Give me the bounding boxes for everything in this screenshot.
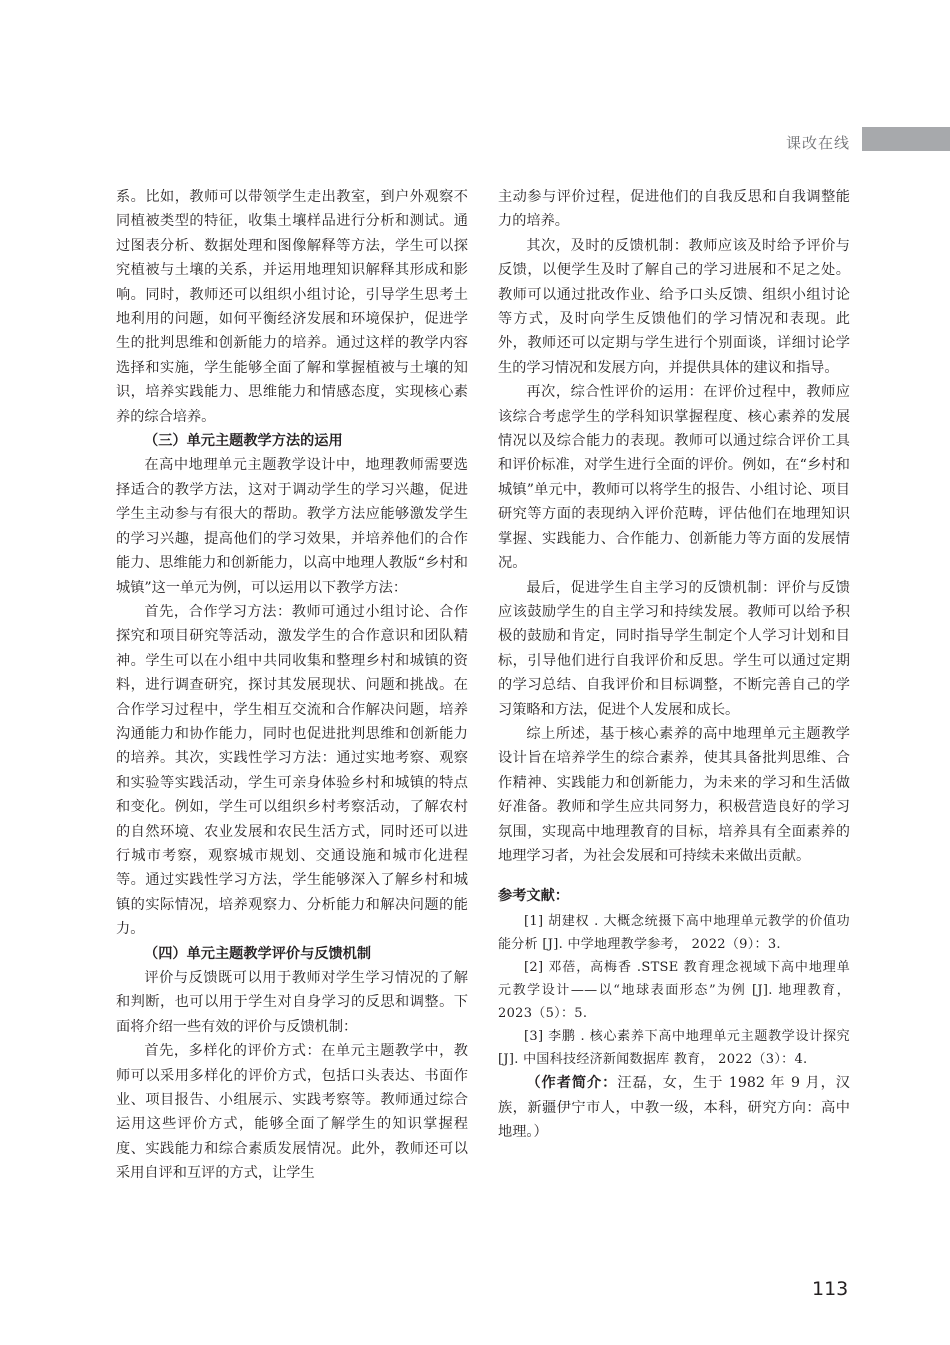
section-label: 课改在线 (786, 134, 851, 152)
reference-item: [2] 邓蓓，高梅香 .STSE 教育理念视域下高中地理单元教学设计——以“地球表面形态”为例 [J]. 地理教育， 2023（5）：5. (498, 960, 850, 1022)
author-bio-text: 汪磊，女，生于 1982 年 9 月，汉族，新疆伊宁市人，中教一级，本科，研究方向：高中地理。） (498, 1075, 850, 1141)
page-number: 113 (812, 1278, 849, 1300)
paragraph: 系。比如，教师可以带领学生走出教室，到户外观察不同植被类型的特征，收集土壤样品进行分析和测试。通过图表分析、数据处理和图像解释等方法，学生可以探究植被与土壤的关系，并运用地理知识解释其形成和影响。同时，教师还可以组织小组讨论，引导学生思考土地利用的问题，如何平衡经济发展和环境保护，促进学生的批判思维和创新能力的培养。通过这样的教学内容选择和实施，学生能够全面了解和掌握植被与土壤的知识，培养实践能力、思维能力和情感态度，实现核心素养的综合培养。 (116, 189, 468, 425)
header-bar (862, 127, 950, 151)
paragraph: 首先，多样化的评价方式：在单元主题教学中，教师可以采用多样化的评价方式，包括口头表达、书面作业、项目报告、小组展示、实践考察等。教师通过综合运用这些评价方式，能够全面了解学生的知识掌握程度、实践能力和综合素质发展情况。此外，教师还可以采用自评和互评的方式，让学生 (116, 1043, 468, 1182)
reference-item: [1] 胡建权 . 大概念统摄下高中地理单元教学的价值功能分析 [J]. 中学地理教学参考， 2022（9）：3. (498, 914, 850, 953)
paragraph: 主动参与评价过程，促进他们的自我反思和自我调整能力的培养。 (498, 189, 850, 230)
author-bio-label: （作者简介： (526, 1075, 618, 1092)
paragraph: 其次，及时的反馈机制：教师应该及时给予评价与反馈，以便学生及时了解自己的学习进展和不足之处。教师可以通过批改作业、给予口头反馈、组织小组讨论等方式，及时向学生反馈他们的学习情况和表现。此外，教师还可以定期与学生进行个别面谈，详细讨论学生的学习情况和发展方向，并提供具体的建议和指导。 (498, 237, 850, 376)
section-heading-3: （三）单元主题教学方法的运用 (144, 433, 343, 450)
paragraph: 综上所述，基于核心素养的高中地理单元主题教学设计旨在培养学生的综合素养，使其具备批判思维、合作精神、实践能力和创新能力，为未来的学习和生活做好准备。教师和学生应共同努力，积极营造良好的学习氛围，实现高中地理教育的目标，培养具有全面素养的地理学习者，为社会发展和可持续未来做出贡献。 (498, 725, 850, 864)
references-title: 参考文献： (498, 888, 569, 905)
paragraph: 首先，合作学习方法：教师可通过小组讨论、合作探究和项目研究等活动，激发学生的合作意识和团队精神。学生可以在小组中共同收集和整理乡村和城镇的资料，进行调查研究，探讨其发展现状、问题和挑战。在合作学习过程中，学生相互交流和合作解决问题，培养沟通能力和协作能力，同时也促进批判思维和创新能力的培养。其次，实践性学习方法：通过实地考察、观察和实验等实践活动，学生可亲身体验乡村和城镇的特点和变化。例如，学生可以组织乡村考察活动，了解农村的自然环境、农业发展和农民生活方式，同时还可以进行城市考察，观察城市规划、交通设施和城市化进程等。通过实践性学习方法，学生能够深入了解乡村和城镇的实际情况，培养观察力、分析能力和解决问题的能力。 (116, 603, 468, 938)
paragraph: 再次，综合性评价的运用：在评价过程中，教师应该综合考虑学生的学科知识掌握程度、核心素养的发展情况以及综合能力的表现。教师可以通过综合评价工具和评价标准，对学生进行全面的评价。例如，在“乡村和城镇”单元中，教师可以将学生的报告、小组讨论、项目研究等方面的表现纳入评价范畴，评估他们在地理知识掌握、实践能力、合作能力、创新能力等方面的发展情况。 (498, 384, 850, 572)
reference-item: [3] 李鹏 . 核心素养下高中地理单元主题教学设计探究 [J]. 中国科技经济新闻数据库 教育， 2022（3）：4. (498, 1029, 850, 1068)
section-heading-4: （四）单元主题教学评价与反馈机制 (144, 945, 372, 962)
author-bio (498, 1071, 850, 1144)
paragraph: 在高中地理单元主题教学设计中，地理教师需要选择适合的教学方法，这对于调动学生的学习兴趣，促进学生主动参与有很大的帮助。教学方法应能够激发学生的学习兴趣，提高他们的学习效果，并培养他们的合作能力、思维能力和创新能力，以高中地理人教版“乡村和城镇”这一单元为例，可以运用以下教学方法： (116, 457, 468, 596)
paragraph: 最后，促进学生自主学习的反馈机制：评价与反馈应该鼓励学生的自主学习和持续发展。教师可以给予积极的鼓励和肯定，同时指导学生制定个人学习计划和目标，引导他们进行自我评价和反思。学生可以通过定期的学习总结、自我评价和目标调整，不断完善自己的学习策略和方法，促进个人发展和成长。 (498, 579, 850, 718)
paragraph: 评价与反馈既可以用于教师对学生学习情况的了解和判断，也可以用于学生对自身学习的反思和调整。下面将介绍一些有效的评价与反馈机制： (116, 970, 468, 1035)
right-column (498, 185, 850, 1145)
left-column (116, 185, 468, 1186)
